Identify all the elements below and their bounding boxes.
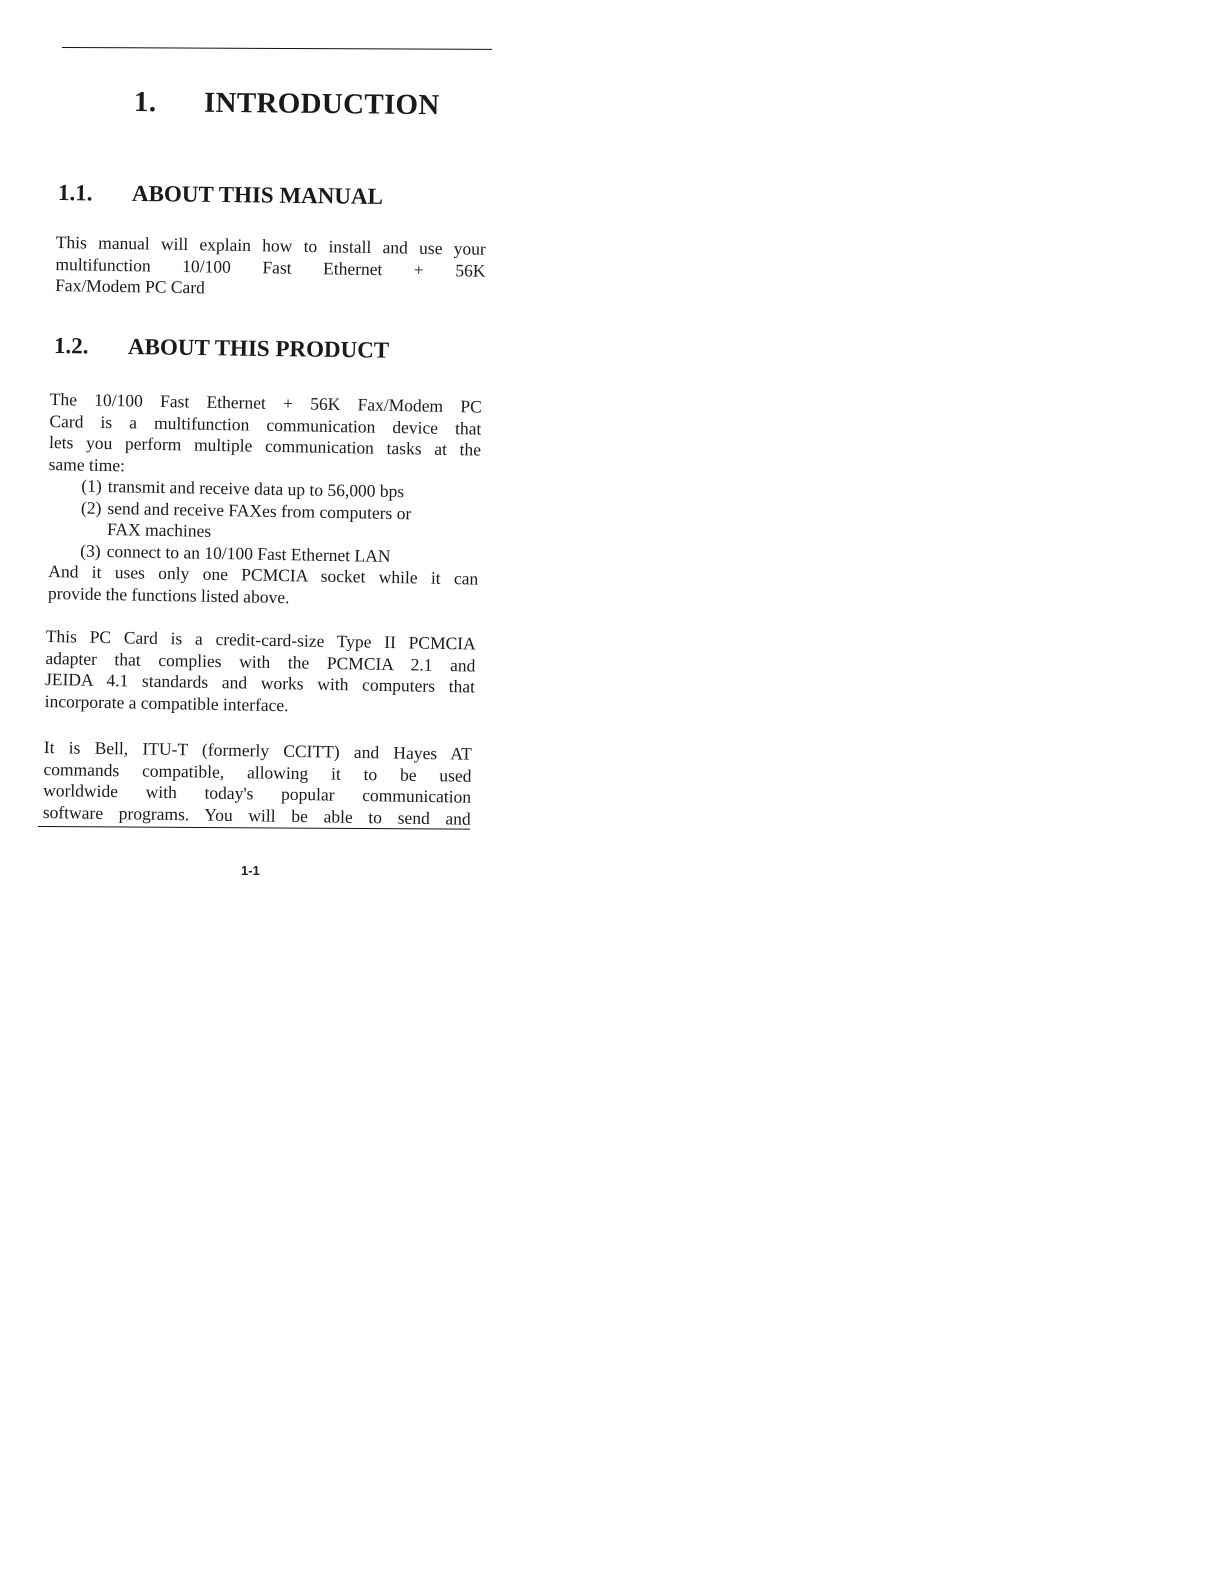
text-line: Card is a multifunction communication device that bbox=[49, 410, 482, 439]
paragraph-product-intro bbox=[48, 389, 481, 483]
section-heading-about-product bbox=[54, 333, 389, 364]
list-item-continuation: FAX machines bbox=[106, 519, 212, 541]
list-marker: (1) bbox=[81, 475, 102, 496]
paragraph-about-manual bbox=[55, 232, 486, 303]
text-line: software programs. You will be able to send and bbox=[42, 801, 471, 829]
text-line: It is Bell, ITU-T (formerly CCITT) and Hayes AT bbox=[43, 737, 472, 764]
list-item-text: connect to an 10/100 Fast Ethernet LAN bbox=[106, 540, 391, 566]
list-marker: (2) bbox=[80, 497, 102, 518]
text-line: same time: bbox=[48, 453, 126, 475]
page-number: 1-1 bbox=[241, 863, 260, 878]
list-item-text: transmit and receive data up to 56,000 bps bbox=[107, 476, 405, 502]
text-line: This manual will explain how to install and use your bbox=[55, 232, 486, 259]
function-list bbox=[48, 475, 480, 611]
section-title: ABOUT THIS PRODUCT bbox=[127, 334, 390, 363]
chapter-title bbox=[134, 86, 440, 122]
section-title: ABOUT THIS MANUAL bbox=[131, 180, 384, 209]
text-line: adapter that complies with the PCMCIA 2.1 and bbox=[45, 647, 476, 675]
section-heading-about-manual bbox=[58, 180, 383, 210]
list-item-text: send and receive FAXes from computers or bbox=[107, 497, 412, 523]
chapter-number: 1. bbox=[133, 86, 157, 119]
section-number: 1.1. bbox=[57, 180, 93, 206]
text-line: JEIDA 4.1 standards and works with computers that bbox=[44, 668, 476, 697]
text-line: And it uses only one PCMCIA socket while it can bbox=[48, 560, 479, 589]
paragraph-card-standards bbox=[44, 626, 475, 719]
list-marker: (3) bbox=[80, 540, 101, 561]
paragraph-compatibility bbox=[43, 737, 472, 830]
section-number: 1.2. bbox=[53, 333, 89, 359]
text-line: incorporate a compatible interface. bbox=[44, 690, 289, 715]
text-line: This PC Card is a credit-card-size Type II PCMCIA bbox=[45, 626, 476, 654]
chapter-title-text: INTRODUCTION bbox=[203, 86, 440, 122]
text-line: lets you perform multiple communication tasks at the bbox=[48, 431, 482, 460]
top-rule bbox=[62, 47, 492, 50]
text-line: Fax/Modem PC Card bbox=[55, 274, 206, 298]
text-line: commands compatible, allowing it to be used bbox=[43, 758, 472, 786]
text-line: worldwide with today's popular communication bbox=[43, 779, 472, 807]
text-line: multifunction 10/100 Fast Ethernet + 56K bbox=[55, 253, 486, 281]
text-line: provide the functions listed above. bbox=[47, 582, 290, 607]
text-line: The 10/100 Fast Ethernet + 56K Fax/Modem PC bbox=[49, 389, 482, 417]
